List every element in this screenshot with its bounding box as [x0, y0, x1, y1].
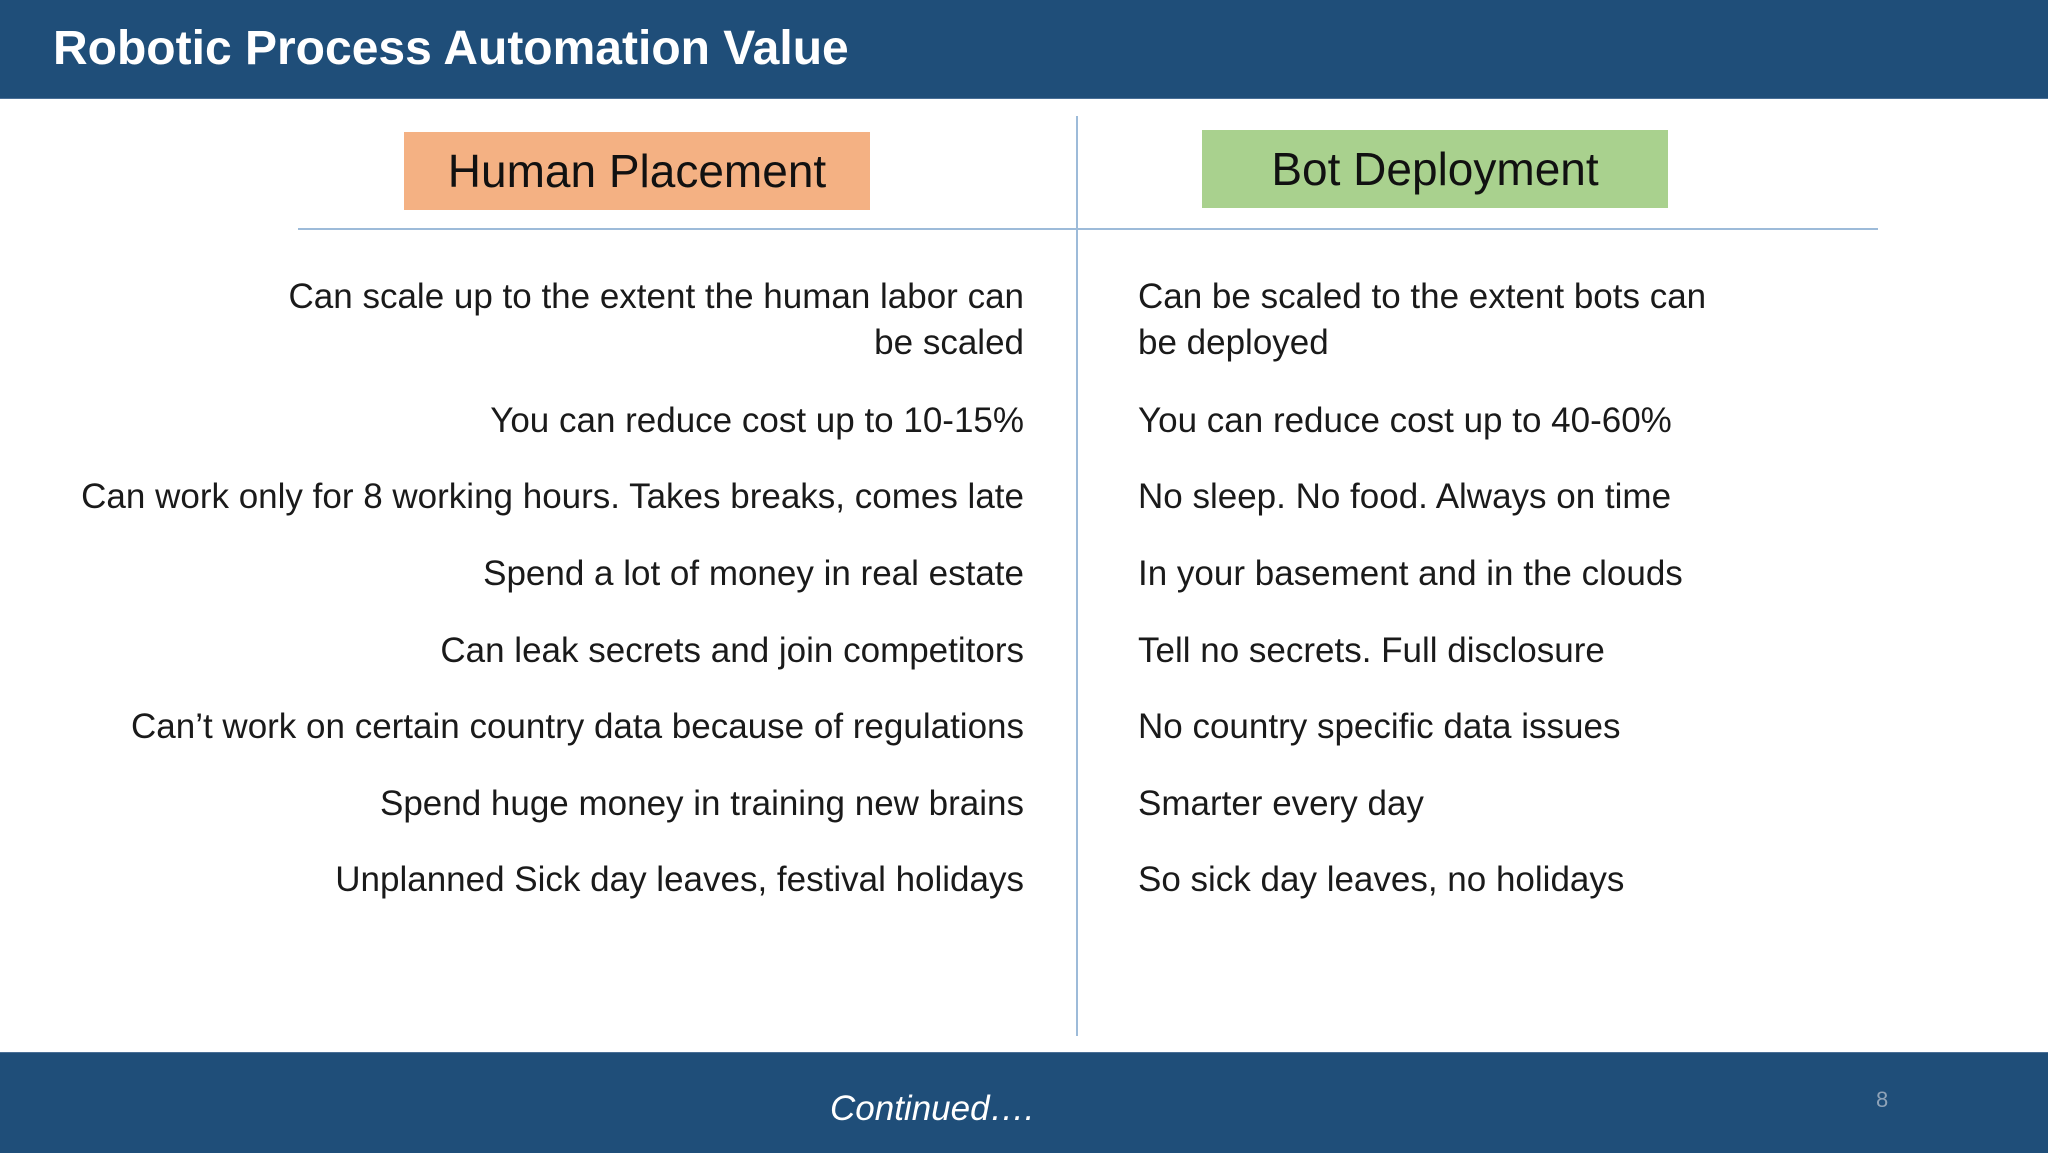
page-number: 8	[1876, 1087, 1889, 1112]
human-row-4: Spend a lot of money in real estate	[483, 554, 1024, 593]
bot-row-2: You can reduce cost up to 40-60%	[1138, 401, 1672, 440]
bot-row-8: So sick day leaves, no holidays	[1138, 860, 1625, 899]
bot-row-3: No sleep. No food. Always on time	[1138, 477, 1672, 516]
human-placement-header: Human Placement	[404, 132, 870, 210]
horizontal-divider	[298, 228, 1878, 230]
human-row-7: Spend huge money in training new brains	[379, 784, 1024, 823]
vertical-divider	[1076, 116, 1078, 1036]
bot-row-7: Smarter every day	[1138, 784, 1424, 823]
title-bar	[0, 0, 2048, 99]
human-row-1: Can scale up to the extent the human labor can be scaled	[288, 277, 1024, 362]
bot-row-4: In your basement and in the clouds	[1138, 554, 1683, 593]
bot-row-5: Tell no secrets. Full disclosure	[1138, 631, 1605, 670]
human-row-3: Can work only for 8 working hours. Takes breaks, comes late	[81, 477, 1024, 516]
footer-bar	[0, 1052, 2048, 1153]
human-row-2: You can reduce cost up to 10-15%	[490, 401, 1024, 440]
slide-title: Robotic Process Automation Value	[53, 22, 849, 75]
human-row-5: Can leak secrets and join competitors	[440, 631, 1024, 670]
human-row-8: Unplanned Sick day leaves, festival holidays	[335, 860, 1024, 899]
bot-row-1: Can be scaled to the extent bots can be deployed	[1138, 277, 1707, 362]
human-row-6: Can’t work on certain country data because of regulations	[130, 707, 1024, 746]
bot-deployment-header: Bot Deployment	[1202, 130, 1668, 208]
continued-label: Continued….	[830, 1089, 1035, 1128]
bot-row-6: No country specific data issues	[1138, 707, 1621, 746]
